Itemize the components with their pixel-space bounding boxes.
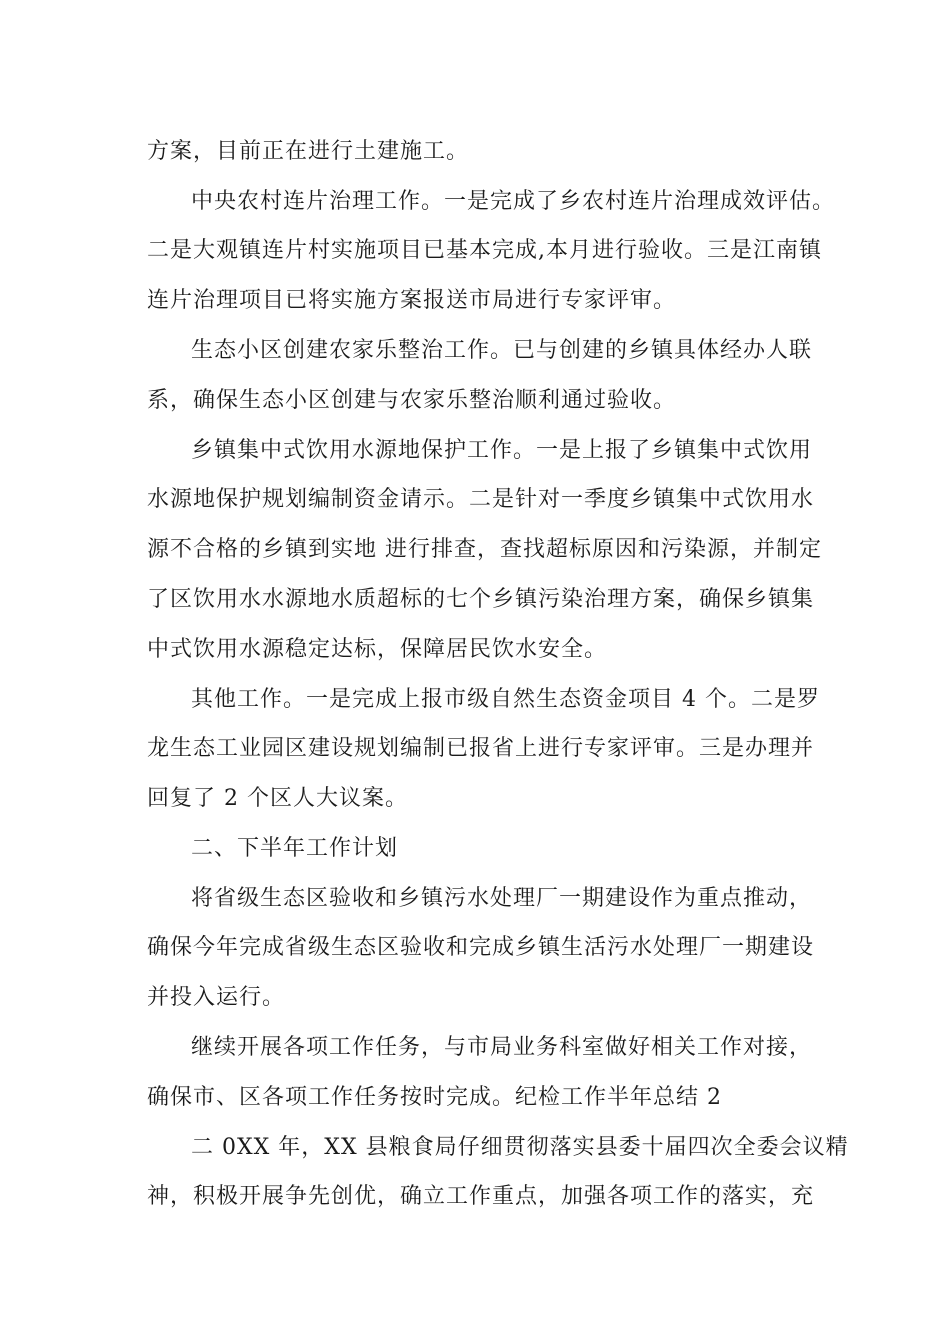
text-line: 连片治理项目已将实施方案报送市局进行专家评审。 — [147, 288, 677, 313]
text-line: 水源地保护规划编制资金请示。二是针对一季度乡镇集中式饮用水 — [147, 487, 815, 512]
text-line: 源不合格的乡镇到实地 进行排查，查找超标原因和污染源，并制定 — [147, 537, 822, 562]
text-line: 并投入运行。 — [147, 985, 286, 1010]
text-line: 确保市、区各项工作任务按时完成。纪检工作半年总结 2 — [147, 1085, 722, 1110]
text-line: 确保今年完成省级生态区验收和完成乡镇生活污水处理厂一期建设 — [147, 935, 815, 960]
text-line: 中式饮用水源稳定达标，保障居民饮水安全。 — [147, 637, 608, 662]
text-line: 二 0XX 年，XX 县粮食局仔细贯彻落实县委十届四次全委会议精 — [191, 1135, 849, 1160]
text-line: 神，积极开展争先创优，确立工作重点，加强各项工作的落实，充 — [147, 1184, 815, 1209]
text-line: 其他工作。一是完成上报市级自然生态资金项目 4 个。二是罗 — [191, 687, 820, 712]
text-line: 乡镇集中式饮用水源地保护工作。一是上报了乡镇集中式饮用 — [191, 438, 813, 463]
section-heading: 二、下半年工作计划 — [191, 836, 399, 861]
text-line: 方案，目前正在进行土建施工。 — [147, 139, 470, 164]
text-line: 系，确保生态小区创建与农家乐整治顺利通过验收。 — [147, 388, 677, 413]
text-line: 二是大观镇连片村实施项目已基本完成,本月进行验收。三是江南镇 — [147, 238, 822, 263]
text-line: 生态小区创建农家乐整治工作。已与创建的乡镇具体经办人联 — [191, 338, 813, 363]
text-line: 将省级生态区验收和乡镇污水处理厂一期建设作为重点推动， — [191, 886, 813, 911]
text-line: 回复了 2 个区人大议案。 — [147, 786, 408, 811]
text-line: 了区饮用水水源地水质超标的七个乡镇污染治理方案，确保乡镇集 — [147, 587, 815, 612]
text-line: 龙生态工业园区建设规划编制已报省上进行专家评审。三是办理并 — [147, 736, 815, 761]
text-line: 继续开展各项工作任务，与市局业务科室做好相关工作对接， — [191, 1035, 813, 1060]
text-line: 中央农村连片治理工作。一是完成了乡农村连片治理成效评估。 — [191, 189, 836, 214]
